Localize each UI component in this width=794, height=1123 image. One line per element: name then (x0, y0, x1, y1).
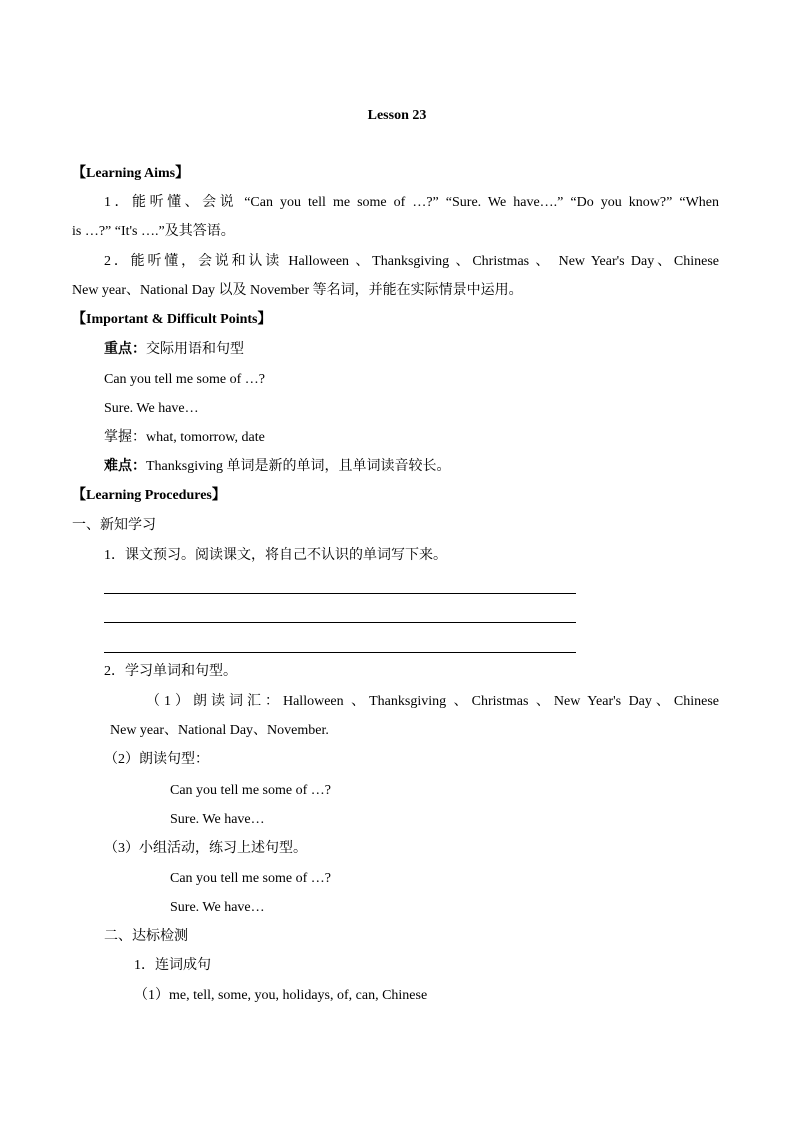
answer-line-2 (104, 622, 576, 623)
key-point-line (104, 340, 244, 360)
master-line (104, 428, 265, 448)
sub-3-sentence-1: Can you tell me some of …? (170, 871, 331, 886)
key-point-label: 重点： (104, 342, 146, 357)
difficult-point-label: 难点： (104, 459, 146, 474)
sub-1-line-1: （1）朗读词汇：Halloween 、Thanksgiving 、Christmas 、New Year's Day、Chinese (146, 694, 719, 709)
learning-aims-heading: 【Learning Aims】 (72, 166, 190, 181)
aim-1-line-1: 1．能听懂、会说 “Can you tell me some of …?” “Sure. We have….” “Do you know?” “When (104, 195, 719, 210)
master-text: what, tomorrow, date (146, 430, 265, 445)
difficult-point-line (104, 457, 451, 477)
section-2-title: 二、达标检测 (104, 929, 188, 944)
answer-line-1 (104, 593, 576, 594)
sub-2-sentence-2: Sure. We have… (170, 812, 265, 827)
sub-3-sentence-2: Sure. We have… (170, 900, 265, 915)
sub-1-line-2: New year、National Day、November. (110, 723, 329, 738)
aim-1-line-2: is …?” “It's ….”及其答语。 (72, 224, 235, 239)
test-1-question-1: （1）me, tell, some, you, holidays, of, can, Chinese (134, 988, 428, 1003)
important-difficult-heading: 【Important & Difficult Points】 (72, 312, 272, 327)
section-1-title: 一、新知学习 (72, 518, 156, 533)
learning-procedures-heading: 【Learning Procedures】 (72, 488, 226, 503)
sub-2-sentence-1: Can you tell me some of …? (170, 783, 331, 798)
step-1-text: 1．课文预习。阅读课文，将自己不认识的单词写下来。 (104, 548, 447, 563)
master-label: 掌握： (104, 430, 146, 445)
sub-2-title: （2）朗读句型： (104, 752, 209, 767)
sub-3-title: （3）小组活动，练习上述句型。 (104, 841, 307, 856)
answer-line-3 (104, 652, 576, 653)
difficult-point-text: Thanksgiving 单词是新的单词，且单词读音较长。 (146, 459, 451, 474)
step-2-text: 2．学习单词和句型。 (104, 664, 237, 679)
test-1-title: 1．连词成句 (134, 958, 211, 973)
aim-2-line-1: 2．能听懂，会说和认读 Halloween 、Thanksgiving 、Christmas 、 New Year's Day、Chinese (104, 254, 719, 269)
key-sentence-2: Sure. We have… (104, 401, 199, 416)
key-sentence-1: Can you tell me some of …? (104, 372, 265, 387)
aim-2-line-2: New year、National Day 以及 November 等名词，并能在实际情景中运用。 (72, 283, 523, 298)
page-title: Lesson 23 (367, 108, 427, 123)
key-point-text: 交际用语和句型 (146, 342, 244, 357)
